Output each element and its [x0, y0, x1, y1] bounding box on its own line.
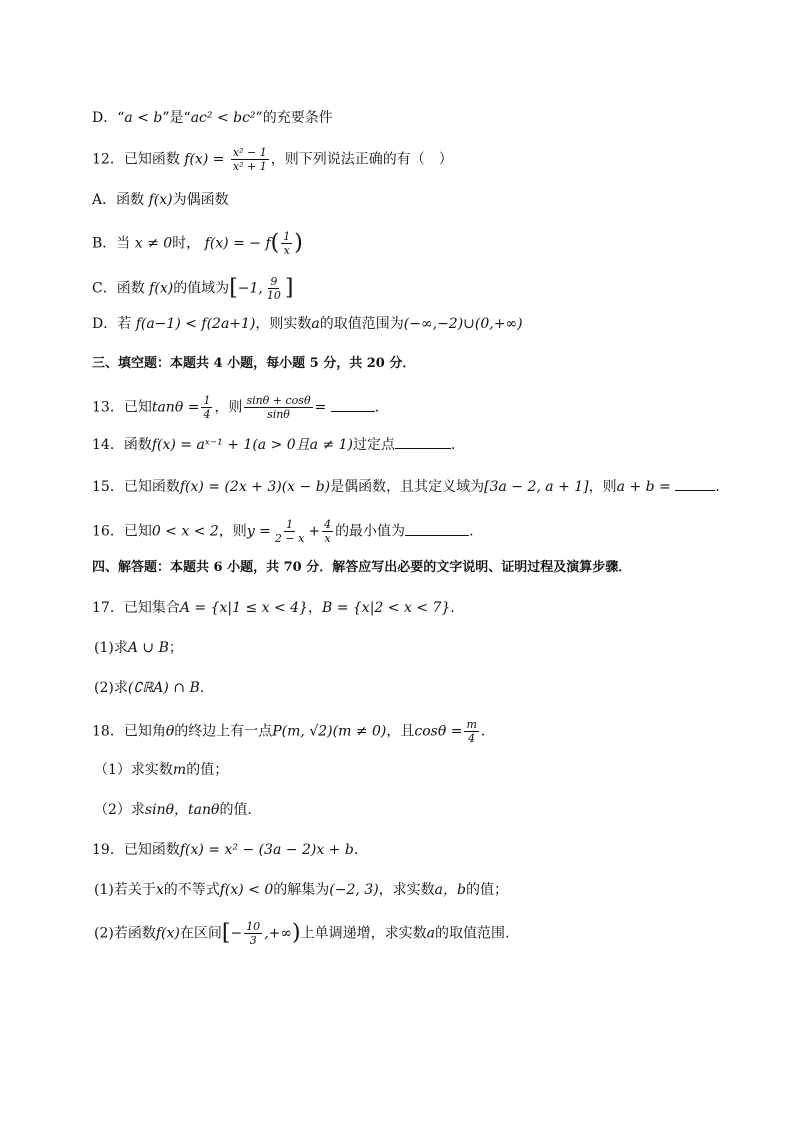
fraction-denominator: x² + 1 [232, 160, 267, 173]
fraction-numerator: sinθ + cosθ [246, 394, 311, 407]
option-b [92, 230, 732, 257]
fraction-numerator: x² − 1 [232, 146, 267, 159]
part-text: 的不等式 [163, 882, 220, 898]
math-condition: ac² < bc² [190, 110, 256, 126]
paren-close: ) [292, 920, 301, 946]
question-text: ，则下列说法正确的有（ ） [270, 151, 453, 168]
answer-blank[interactable] [405, 521, 469, 536]
answer-blank[interactable] [675, 476, 715, 491]
math-expr: [3a − 2, a + 1] [484, 479, 589, 495]
option-d-prev [92, 108, 732, 128]
option-text: 的取值范围为 [319, 316, 404, 332]
option-text: 的值域为 [173, 280, 230, 297]
fraction-numerator: 9 [270, 275, 278, 288]
question-19 [92, 840, 732, 860]
fraction-numerator: 1 [283, 230, 291, 243]
question-17-part-2 [94, 678, 734, 698]
math-condition: a < b [124, 110, 163, 126]
fraction [281, 230, 292, 257]
fraction-numerator: 10 [246, 920, 261, 933]
math-expr: P(m, √2)(m ≠ 0) [272, 723, 387, 740]
part-label: (2)若函数 [94, 925, 156, 942]
bracket-open: [ [221, 920, 231, 946]
separator: ， [307, 600, 322, 616]
question-text: 是偶函数，且其定义域为 [330, 479, 485, 495]
fraction [464, 718, 478, 745]
paren-open: ( [270, 230, 280, 256]
part-text: 的值． [219, 802, 262, 818]
fraction [201, 394, 212, 421]
question-18-part-1 [94, 760, 734, 780]
math-expr: sinθ，tanθ [144, 802, 220, 818]
question-label: 18．已知角 [92, 723, 166, 740]
math-var: a [426, 925, 435, 942]
answer-blank[interactable] [331, 397, 375, 412]
option-d [92, 314, 732, 334]
option-label: D． [92, 110, 118, 126]
question-label: 14．函数 [92, 437, 152, 453]
question-end: ． [451, 437, 466, 453]
math-expr: f(x) = aˣ⁻¹ + 1(a > 0且a ≠ 1) [151, 437, 354, 453]
question-end: . [353, 842, 359, 858]
math-expr: cosθ = [414, 723, 463, 740]
math-set: A = {x|1 ≤ x < 4} [179, 600, 308, 616]
math-expr: −1, [237, 280, 263, 297]
part-label: (1)若关于 [94, 882, 156, 898]
question-end: . [469, 523, 474, 540]
math-var: m [172, 762, 187, 778]
question-16 [92, 518, 732, 545]
fraction-numerator: 4 [324, 518, 332, 531]
math-var: θ [165, 723, 175, 740]
math-expr: f(x) = [184, 151, 225, 168]
math-condition: x ≠ 0 [134, 235, 173, 252]
bracket-close: ] [284, 275, 294, 301]
option-text: ，则实数 [255, 316, 312, 332]
question-text: ，则 [588, 479, 617, 495]
fraction-denominator: 4 [203, 408, 211, 421]
question-label: 19．已知函数 [92, 842, 180, 858]
part-text: 上单调递增，求实数 [300, 925, 427, 942]
part-label: (2)求 [94, 680, 128, 696]
fraction-numerator: m [466, 718, 477, 731]
option-text: 为偶函数 [172, 192, 229, 208]
fraction [244, 920, 262, 947]
math-var: a，b [434, 882, 466, 898]
math-expr: f(a−1) < f(2a+1) [135, 316, 256, 332]
option-c [92, 275, 732, 302]
math-expr: a + b = [616, 479, 671, 495]
question-19-part-2 [94, 920, 734, 947]
part-label: （2）求 [94, 802, 145, 818]
math-eq: = [314, 399, 327, 416]
math-expr: (−2, 3) [329, 882, 379, 898]
option-label: B．当 [92, 235, 131, 252]
question-text: ，则 [214, 399, 243, 416]
question-end: . [450, 600, 455, 616]
question-14 [92, 434, 732, 455]
part-label: (1)求 [94, 640, 128, 656]
math-plus: + [308, 523, 321, 540]
math-expr: ,+∞ [264, 925, 293, 942]
part-end: 的值； [465, 882, 508, 898]
fraction-denominator: 4 [468, 732, 476, 745]
math-sign: − [230, 925, 243, 942]
math-var: x [155, 882, 164, 898]
math-expr: f(x) [148, 192, 173, 208]
quote-open: “ [117, 110, 125, 126]
option-label: C．函数 [92, 280, 145, 297]
question-text: 过定点 [353, 437, 396, 453]
bracket-open: [ [229, 275, 238, 301]
question-text: 的终边上有一点 [174, 723, 273, 740]
part-end: ； [168, 640, 183, 656]
math-var: a [311, 316, 320, 332]
fraction [265, 275, 283, 302]
fraction-denominator: 10 [266, 289, 281, 302]
fraction [244, 394, 312, 421]
question-12 [92, 146, 732, 173]
math-expr: f(x) = (2x + 3)(x − b) [179, 479, 331, 495]
option-text: 时， [172, 235, 201, 252]
paren-close: ) [294, 230, 303, 256]
fraction-denominator: x [283, 244, 290, 257]
question-15 [92, 476, 732, 497]
section-heading-fill-in: 三、填空题：本题共 4 小题，每小题 5 分，共 20 分． [92, 356, 416, 371]
question-19-part-1 [94, 880, 734, 900]
part-end: . [199, 680, 205, 696]
fraction [231, 146, 269, 173]
fraction-denominator: 2 − x [274, 532, 305, 545]
question-13 [92, 394, 732, 421]
part-text: 在区间 [179, 925, 222, 942]
question-17 [92, 598, 732, 618]
question-label: 15．已知函数 [92, 479, 180, 495]
fraction-numerator: 1 [286, 518, 294, 531]
question-label: 17．已知集合 [92, 600, 180, 616]
question-17-part-1 [94, 638, 734, 658]
math-expr: f(x) < 0 [219, 882, 274, 898]
question-text: ，且 [386, 723, 415, 740]
question-end: ． [374, 399, 389, 416]
math-expr: tanθ = [151, 399, 200, 416]
math-expr: f(x) [149, 280, 174, 297]
question-label: 12．已知函数 [92, 151, 180, 168]
part-text: 的解集为 [273, 882, 330, 898]
question-label: 13．已知 [92, 399, 152, 416]
option-a [92, 190, 732, 210]
option-label: A．函数 [92, 192, 145, 208]
fraction-denominator: x [324, 532, 331, 545]
fraction-numerator: 1 [203, 394, 211, 407]
question-label: 16．已知 [92, 523, 152, 540]
math-expr: f(x) = x² − (3a − 2)x + b [179, 842, 354, 858]
math-set: B = {x|2 < x < 7} [321, 600, 451, 616]
math-expr: (∁ℝA) ∩ B [127, 680, 200, 696]
math-expr: A ∪ B [127, 640, 169, 656]
question-end: ． [480, 723, 495, 740]
math-expr: f(x) [155, 925, 180, 942]
question-end: . [715, 479, 720, 495]
math-expr: f(x) = − f [204, 235, 271, 252]
part-text: 的值； [186, 762, 229, 778]
section-heading-solutions: 四、解答题：本题共 6 小题，共 70 分．解答应写出必要的文字说明、证明过程及演算步骤． [92, 560, 632, 575]
answer-blank[interactable] [395, 434, 451, 449]
math-expr: y = [246, 523, 271, 540]
option-text: ”的充要条件 [255, 110, 333, 126]
part-end: 的取值范围. [434, 925, 510, 942]
quote-mid: ”是“ [162, 110, 191, 126]
fraction [322, 518, 333, 545]
question-text: 的最小值为 [335, 523, 406, 540]
fraction-denominator: sinθ [267, 408, 290, 421]
fraction-denominator: 3 [249, 934, 257, 947]
math-expr: (−∞,−2)∪(0,+∞) [403, 316, 523, 332]
part-label: （1）求实数 [94, 762, 173, 778]
math-condition: 0 < x < 2 [151, 523, 219, 540]
question-18 [92, 718, 732, 745]
option-label: D．若 [92, 316, 132, 332]
question-text: ，则 [218, 523, 247, 540]
part-text: ，求实数 [378, 882, 435, 898]
question-18-part-2 [94, 800, 734, 820]
fraction [273, 518, 306, 545]
